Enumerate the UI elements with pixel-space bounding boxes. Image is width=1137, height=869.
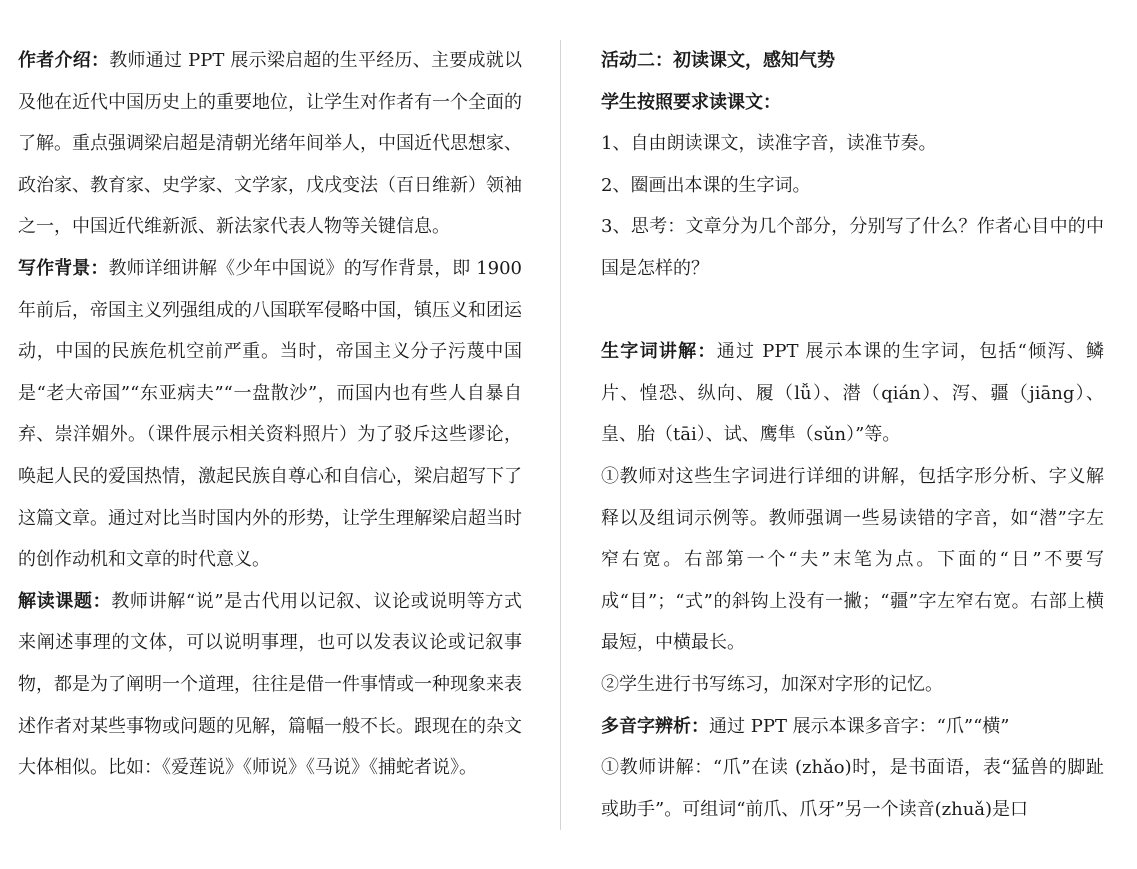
left-column [18, 40, 522, 789]
polyphone-point: ①教师讲解：“爪”在读 (zhǎo)时，是书面语，表“猛兽的脚趾或助手”。可组词“前爪、爪牙”另一个读音(zhuǎ)是口 [601, 757, 1104, 820]
vocab-label: 生字词讲解： [601, 341, 717, 363]
right-column [601, 40, 1104, 830]
vocab-text: 通过 PPT 展示本课的生字词，包括“倾泻、鳞片、惶恐、纵向、履（lǚ）、潜（qián）、泻、疆（jiāng）、皇、胎（tāi）、试、鹰隼（sǔn）”等。 [601, 341, 1105, 446]
step-item: 3、思考：文章分为几个部分，分别写了什么？作者心目中的中国是怎样的？ [601, 216, 1104, 279]
vocab-paragraph [601, 331, 1104, 456]
blank-line [601, 290, 1104, 332]
title-explain-paragraph [18, 581, 522, 789]
title-explain-label: 解读课题： [18, 590, 112, 612]
writing-background-paragraph [18, 248, 522, 581]
polyphone-text: 通过 PPT 展示本课多音字：“爪”“横” [709, 715, 1010, 737]
activity-title: 活动二：初读课文，感知气势 [601, 50, 835, 71]
step-item: 2、圈画出本课的生字词。 [601, 174, 811, 196]
author-intro-text: 教师通过 PPT 展示梁启超的生平经历、主要成就以及他在近代中国历史上的重要地位，让学生对作者有一个全面的了解。重点强调梁启超是清朝光绪年间举人，中国近代思想家、政治家、教育家、史学家、文学家，戊戌变法（百日维新）领袖之一，中国近代维新派、新法家代表人物等关键信息。 [18, 50, 522, 238]
author-intro-label: 作者介绍： [18, 50, 110, 71]
writing-background-text: 教师详细讲解《少年中国说》的写作背景，即 1900 年前后，帝国主义列强组成的八国联军侵略中国，镇压义和团运动，中国的民族危机空前严重。当时，帝国主义分子污蔑中国是“老大帝国”“东亚病夫”“一盘散沙”，而国内也有些人自暴自弃、崇洋媚外。（课件展示相关资料照片）为了驳斥这些谬论，唤起人民的爱国热情，激起民族自尊心和自信心，梁启超写下了这篇文章。通过对比当时国内外的形势，让学生理解梁启超当时的创作动机和文章的时代意义。 [18, 257, 523, 571]
column-divider [560, 40, 561, 830]
polyphone-label: 多音字辨析： [601, 715, 709, 737]
author-intro-paragraph [18, 40, 522, 248]
polyphone-paragraph [601, 706, 1104, 748]
vocab-point: ②学生进行书写练习，加深对字形的记忆。 [601, 673, 943, 695]
writing-background-label: 写作背景： [18, 257, 109, 279]
step-item: 1、自由朗读课文，读准字音，读准节奏。 [601, 133, 937, 155]
title-explain-text: 教师讲解“说”是古代用以记叙、议论或说明等方式来阐述事理的文体，可以说明事理，也可以发表议论或记叙事物，都是为了阐明一个道理，往往是借一件事情或一种现象来表述作者对某些事物或问题的见解，篇幅一般不长。跟现在的杂文大体相似。比如：《爱莲说》《师说》《马说》《捕蛇者说》。 [18, 590, 523, 779]
vocab-point: ①教师对这些生字词进行详细的讲解，包括字形分析、字义解释以及组词示例等。教师强调一些易读错的字音，如“潜”字左窄右宽。右部第一个“夫”末笔为点。下面的“日”不要写成“目”；“式”的斜钩上没有一撇；“疆”字左窄右宽。右部上横最短，中横最长。 [601, 465, 1104, 654]
instruction-title: 学生按照要求读课文： [601, 91, 781, 113]
